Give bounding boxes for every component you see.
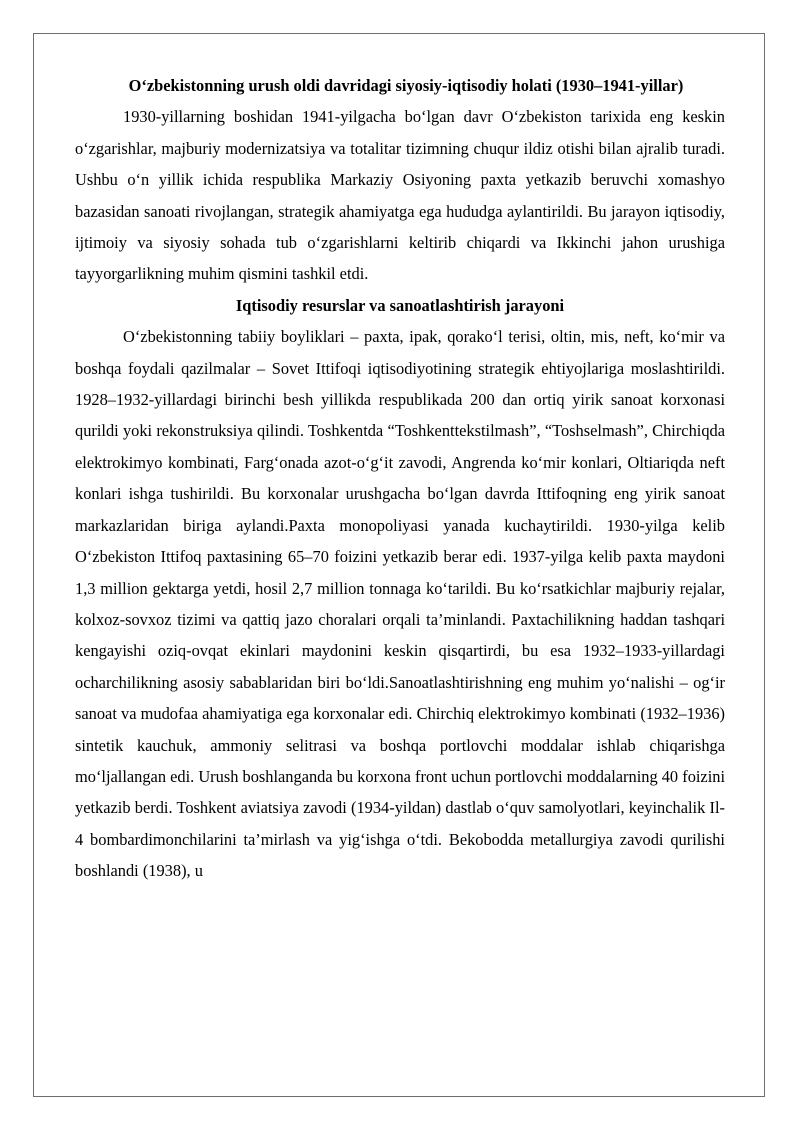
section-heading: Iqtisodiy resurslar va sanoatlashtirish jarayoni <box>235 295 565 315</box>
document-body <box>75 70 725 887</box>
document-title: O‘zbekistonning urush oldi davridagi siyosiy-iqtisodiy holati (1930–1941-yillar) <box>128 76 684 95</box>
section-paragraph: O‘zbekistonning tabiiy boyliklari – paxta, ipak, qorako‘l terisi, oltin, mis, neft, ko‘mir va boshqa foydali qazilmalar – Sovet Ittifoqi iqtisodiyotining strategik ehtiyojlariga moslashtirildi. 1928–1932-yillardagi birinchi besh yillikda respublikada 200 dan ortiq yirik sanoat korxonasi qurildi yoki rekonstruksiya qilindi. Toshkentda “Toshkenttekstilmash”, “Toshselmash”, Chirchiqda elektrokimyo kombinati, Farg‘onada azot-o‘g‘it zavodi, Angrenda ko‘mir konlari, Oltiariqda neft konlari ishga tushirildi. Bu korxonalar urushgacha bo‘lgan davrda Ittifoqning eng yirik sanoat markazlaridan biriga aylandi.Paxta monopoliyasi yanada kuchaytirildi. 1930-yilga kelib O‘zbekiston Ittifoq paxtasining 65–70 foizini yetkazib berar edi. 1937-yilga kelib paxta maydoni 1,3 million gektarga yetdi, hosil 2,7 million tonnaga ko‘tarildi. Bu ko‘rsatkichlar majburiy rejalar, kolxoz-sovxoz tizimi va qattiq jazo choralari orqali ta’minlandi. Paxtachilikning haddan tashqari kengayishi oziq-ovqat ekinlari maydonini keskin qisqartirdi, bu esa 1932–1933-yillardagi ocharchilikning asosiy sabablaridan biri bo‘ldi.Sanoatlashtirishning eng muhim yo‘nalishi – og‘ir sanoat va mudofaa ahamiyatiga ega korxonalar edi. Chirchiq elektrokimyo kombinati (1932–1936) sintetik kauchuk, ammoniy selitrasi va boshqa portlovchi moddalar ishlab chiqarishga mo‘ljallangan edi. Urush boshlanganda bu korxona front uchun portlovchi moddalarning 40 foizini yetkazib berdi. Toshkent aviatsiya zavodi (1934-yildan) dastlab o‘quv samolyotlari, keyinchalik Il-4 bombardimonchilarini ta’mirlash va yig‘ishga o‘tdi. Bekobodda metallurgiya zavodi qurilishi boshlandi (1938), u <box>75 327 726 881</box>
intro-paragraph: 1930-yillarning boshidan 1941-yilgacha bo‘lgan davr O‘zbekiston tarixida eng keskin o‘zgarishlar, majburiy modernizatsiya va totalitar tizimning chuqur ildiz otishi bilan ajralib turadi. Ushbu o‘n yillik ichida respublika Markaziy Osiyoning paxta yetkazib beruvchi xomashyo bazasidan sanoati rivojlangan, strategik ahamiyatga ega hududga aylantirildi. Bu jarayon iqtisodiy, ijtimoiy va siyosiy sohada tub o‘zgarishlarni keltirib chiqardi va Ikkinchi jahon urushiga tayyorgarlikning muhim qismini tashkil etdi. <box>75 107 725 284</box>
